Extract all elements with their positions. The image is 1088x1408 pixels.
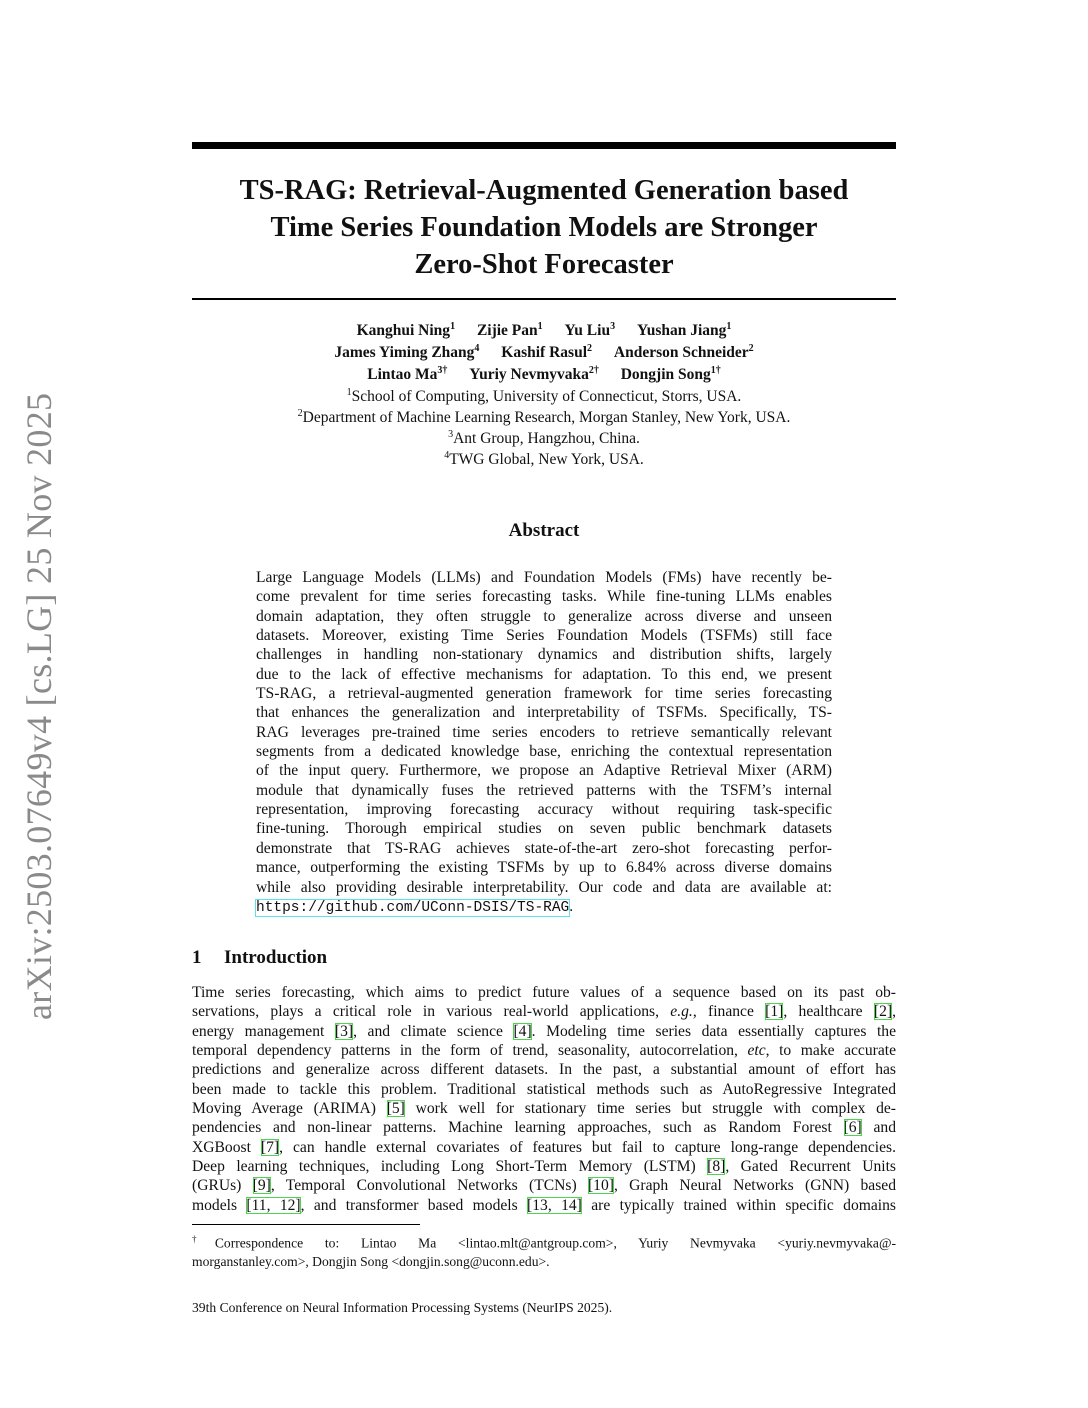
italic-text: etc <box>747 1042 766 1060</box>
affiliation: $^1$School of Computing, University of Connecticut, Storrs, USA. <box>346 386 742 405</box>
abstract-line: come prevalent for time series forecasting tasks. While fine-tuning LLMs enables <box>256 588 832 606</box>
title-line: Zero-Shot Forecaster <box>414 249 674 280</box>
introduction-body <box>192 983 896 1215</box>
abstract-line: Large Language Models (LLMs) and Foundation Models (FMs) have recently be- <box>256 569 832 586</box>
text-run: , <box>892 1003 896 1021</box>
text-run: been made to tackle this problem. Traditional statistical methods such as AutoRegressive Integrated <box>192 1080 896 1098</box>
text-run: predictions and generalize across different datasets. In the past, a substantial amount of effort has <box>192 1061 896 1079</box>
footnote-line: †Correspondence to: Lintao Ma <lintao.mlt@antgroup.com>, Yuriy Nevmyvaka <yuriy.nevmyvaka@- <box>192 1234 896 1251</box>
abstract-line: while also providing desirable interpretability. Our code and data are available at: <box>256 878 832 896</box>
citation-link[interactable]: [9] <box>252 1177 271 1195</box>
author: James Yiming Zhang$^4$ <box>334 342 480 361</box>
title-top-rule <box>192 142 896 149</box>
text-run: , can handle external covariates of features but fail to capture long-range dependencies. <box>279 1138 896 1156</box>
affiliation: $^2$Department of Machine Learning Research, Morgan Stanley, New York, USA. <box>297 407 791 426</box>
section-number: 1 <box>192 947 202 968</box>
text-run: temporal dependency patterns in the form of trend, seasonality, autocorrelation, <box>192 1042 748 1060</box>
text-run: pendencies and non-linear patterns. Machine learning approaches, such as Random Forest <box>192 1119 844 1137</box>
text-run: , and transformer based models <box>300 1196 528 1214</box>
intro-line <box>192 1138 896 1157</box>
abstract-line: fine-tuning. Thorough empirical studies on seven public benchmark datasets <box>256 820 832 838</box>
intro-line <box>192 1157 896 1176</box>
abstract-line: demonstrate that TS-RAG achieves state-of-the-art zero-shot forecasting perfor- <box>256 839 832 857</box>
author: Dongjin Song$^{1\dagger}$ <box>620 364 721 383</box>
italic-text: e.g. <box>670 1003 693 1021</box>
abstract-line: https://github.com/UConn-DSIS/TS-RAG. <box>256 897 574 916</box>
text-run: Deep learning techniques, including Long Short-Term Memory (LSTM) <box>192 1158 708 1176</box>
title-line: TS-RAG: Retrieval-Augmented Generation based <box>239 175 849 206</box>
text-run: , and climate science <box>353 1022 514 1040</box>
abstract-line: that enhances the generalization and interpretability of TSFMs. Specifically, TS- <box>256 704 832 722</box>
citation-link[interactable]: [10] <box>587 1177 614 1195</box>
author: Zijie Pan$^1$ <box>476 320 543 339</box>
section-heading <box>192 947 327 969</box>
affiliation: $^3$Ant Group, Hangzhou, China. <box>448 428 640 447</box>
text-run: Moving Average (ARIMA) <box>192 1100 387 1118</box>
abstract-line: of the input query. Furthermore, we propose an Adaptive Retrieval Mixer (ARM) <box>256 762 832 780</box>
author-row <box>192 320 896 342</box>
text-run: XGBoost <box>192 1138 261 1156</box>
section-title: Introduction <box>224 947 328 968</box>
text-run: , to make accurate <box>765 1042 896 1060</box>
title-bottom-rule <box>192 298 896 300</box>
author-row <box>192 364 896 386</box>
author: Yushan Jiang$^1$ <box>636 320 732 339</box>
citation-link[interactable]: [4] <box>513 1022 532 1040</box>
intro-line <box>192 1002 896 1021</box>
text-run: energy management <box>192 1022 335 1040</box>
text-run: servations, plays a critical role in various real-world applications, <box>192 1003 671 1021</box>
arxiv-stamp: arXiv:2503.07649v4 [cs.LG] 25 Nov 2025 <box>19 392 59 1020</box>
text-run: are typically trained within specific domains <box>581 1196 896 1214</box>
author: Lintao $Ma^{3\dagger}$ <box>367 364 448 383</box>
citation-link[interactable]: [8] <box>707 1158 726 1176</box>
text-run: , Temporal Convolutional Networks (TCNs) <box>270 1177 588 1195</box>
citation-link[interactable]: [11, 12] <box>246 1196 301 1214</box>
footnote-rule <box>192 1224 420 1225</box>
abstract-line: TS-RAG, a retrieval-augmented generation framework for time series forecasting <box>256 685 832 703</box>
affiliation: $^4$TWG Global, New York, USA. <box>444 449 644 468</box>
paper-title <box>192 172 896 283</box>
text-run: , finance <box>692 1003 766 1021</box>
text-run: Time series forecasting, which aims to predict future values of a sequence based on its past ob- <box>192 984 896 1001</box>
citation-link[interactable]: [1] <box>765 1003 784 1021</box>
abstract-line: RAG leverages pre-trained time series encoders to retrieve semantically relevant <box>256 723 832 741</box>
title-line: Time Series Foundation Models are Stronger <box>270 212 818 243</box>
text-run: , Graph Neural Networks (GNN) based <box>613 1177 897 1195</box>
author: Kashif Rasul$^2$ <box>501 342 593 361</box>
footnote <box>192 1230 896 1271</box>
abstract-heading: Abstract <box>508 520 580 541</box>
abstract-line: representation, improving forecasting accuracy without requiring task-specific <box>256 801 832 819</box>
abstract-line: segments from a dedicated knowledge base, enriching the contextual representation <box>256 743 832 761</box>
intro-line <box>192 1080 896 1099</box>
intro-line <box>192 983 896 1002</box>
text-run: , Gated Recurrent Units <box>725 1158 896 1176</box>
author: Anderson Schneider$^2$ <box>613 342 754 361</box>
author-block <box>192 320 896 470</box>
text-run: and <box>861 1119 896 1137</box>
citation-link[interactable]: [2] <box>873 1003 893 1021</box>
citation-link[interactable]: [13, 14] <box>527 1196 582 1214</box>
citation-link[interactable]: [5] <box>386 1100 405 1118</box>
abstract-body <box>256 568 832 918</box>
abstract-line: challenges in handling non-stationary dynamics and distribution shifts, largely <box>256 646 832 664</box>
author: Yu Liu$^3$ <box>564 320 616 339</box>
intro-line <box>192 1060 896 1079</box>
abstract-line: datasets. Moreover, existing Time Series Foundation Models (TSFMs) still face <box>256 627 832 645</box>
author: Yuriy Nevmyvaka$^{2\dagger}$ <box>469 364 599 383</box>
intro-line <box>192 1022 896 1041</box>
intro-line <box>192 1196 896 1215</box>
intro-line <box>192 1176 896 1195</box>
citation-link[interactable]: [6] <box>843 1119 862 1137</box>
code-url-link[interactable]: https://github.com/UConn-DSIS/TS-RAG <box>256 899 570 916</box>
text-run: models <box>192 1196 247 1214</box>
author: Kanghui Ning$^1$ <box>356 320 456 339</box>
abstract-line: module that dynamically fuses the retrieved patterns with the TSFM’s internal <box>256 781 832 799</box>
author-row <box>192 342 896 364</box>
abstract-line: due to the lack of effective mechanisms for adaptation. To this end, we present <box>256 665 832 683</box>
text-run: . Modeling time series data essentially captures the <box>531 1022 896 1040</box>
venue-note: 39th Conference on Neural Information Processing Systems (NeurIPS 2025). <box>192 1300 613 1315</box>
citation-link[interactable]: [7] <box>260 1138 280 1156</box>
text-run: work well for stationary time series but struggle with complex de- <box>404 1100 896 1118</box>
text-run: (GRUs) <box>192 1177 253 1195</box>
intro-line <box>192 1099 896 1118</box>
footnote-line: morganstanley.com>, Dongjin Song <dongjin.song@uconn.edu>. <box>192 1253 550 1269</box>
citation-link[interactable]: [3] <box>334 1022 354 1040</box>
abstract-line: mance, outperforming the existing TSFMs by up to 6.84% across diverse domains <box>256 859 832 877</box>
text-run: , healthcare <box>783 1003 874 1021</box>
abstract-line: domain adaptation, they often struggle to generalize across diverse and unseen <box>256 607 832 625</box>
intro-line <box>192 1041 896 1060</box>
intro-line <box>192 1118 896 1137</box>
